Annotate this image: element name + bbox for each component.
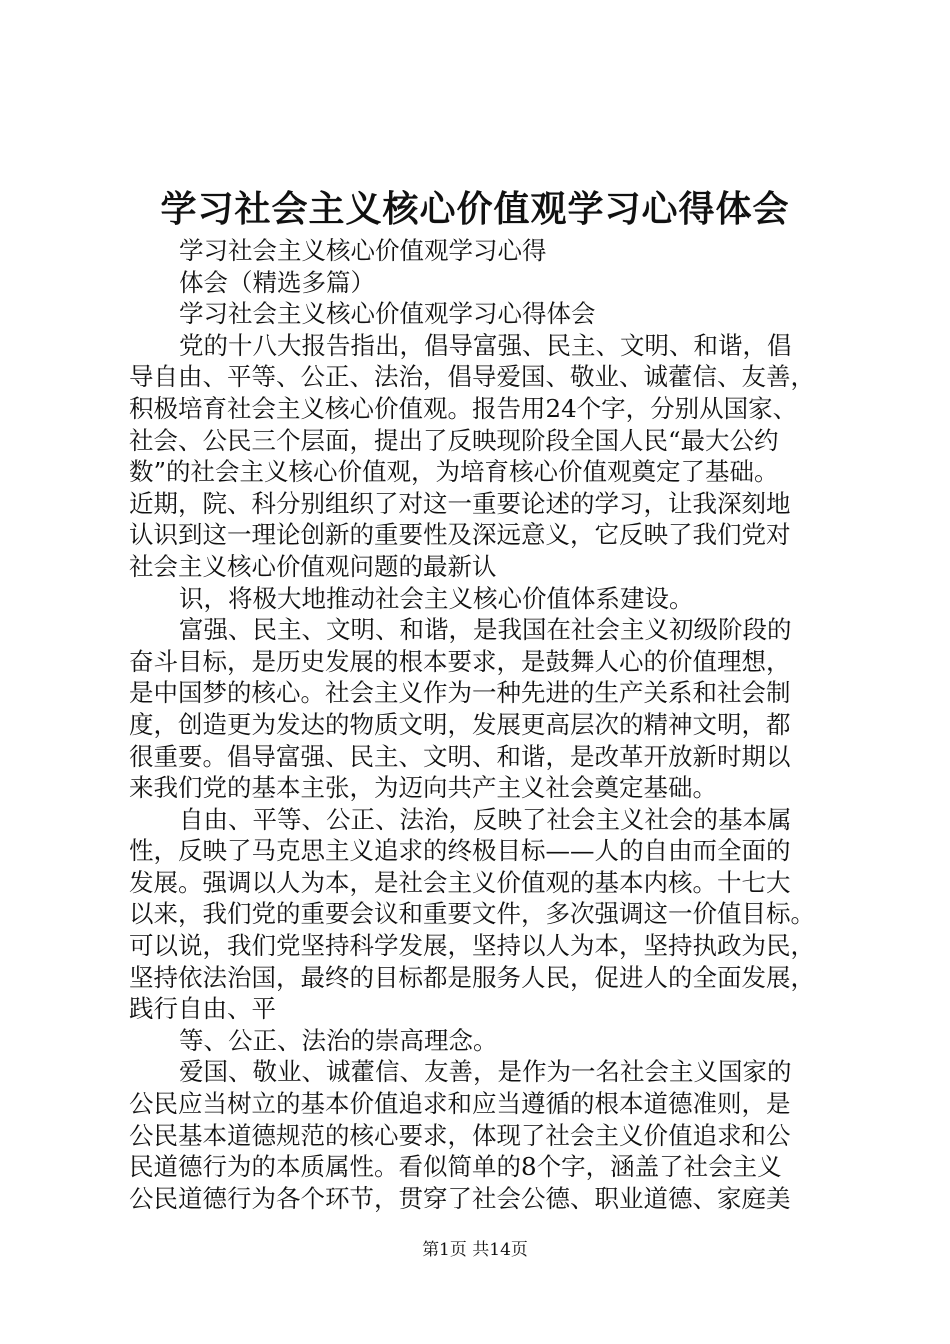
- text-line: 发展。强调以人为本，是社会主义价值观的基本内核。十七大: [129, 867, 791, 897]
- text-line: 坚持依法治国，最终的目标都是服务人民，促进人的全面发展，: [129, 962, 815, 992]
- text-line: 可以说，我们党坚持科学发展，坚持以人为本，坚持执政为民，: [129, 931, 815, 961]
- text-line: 公民道德行为各个环节，贯穿了社会公德、职业道德、家庭美: [129, 1183, 791, 1213]
- text-line: 践行自由、平: [129, 994, 276, 1024]
- text-line: 是中国梦的核心。社会主义作为一种先进的生产关系和社会制: [129, 678, 791, 708]
- text-line: 爱国、敬业、诚藿信、友善，是作为一名社会主义国家的: [179, 1057, 792, 1087]
- text-line: 以来，我们党的重要会议和重要文件，多次强调这一价值目标。: [129, 899, 815, 929]
- text-line: 性，反映了马克思主义追求的终极目标——人的自由而全面的: [129, 836, 791, 866]
- text-line: 公民应当树立的基本价值追求和应当遵循的根本道德准则，是: [129, 1089, 791, 1119]
- text-line: 奋斗目标，是历史发展的根本要求，是鼓舞人心的价值理想，: [129, 646, 791, 676]
- text-line: 富强、民主、文明、和谐，是我国在社会主义初级阶段的: [179, 615, 792, 645]
- text-line: 社会主义核心价值观问题的最新认: [129, 551, 497, 581]
- text-line: 学习社会主义核心价值观学习心得: [179, 236, 547, 265]
- document-title: 学习社会主义核心价值观学习心得体会: [160, 188, 790, 230]
- text-line: 导自由、平等、公正、法治，倡导爱国、敬业、诚藿信、友善，: [129, 362, 815, 392]
- text-line: 公民基本道德规范的核心要求，体现了社会主义价值追求和公: [129, 1120, 791, 1150]
- text-line: 民道德行为的本质属性。看似简单的8个字，涵盖了社会主义: [129, 1152, 782, 1182]
- text-line: 学习社会主义核心价值观学习心得体会: [179, 299, 596, 329]
- text-line: 认识到这一理论创新的重要性及深远意义，它反映了我们党对: [129, 520, 791, 550]
- text-line: 度，创造更为发达的物质文明，发展更高层次的精神文明，都: [129, 709, 791, 739]
- text-line: 体会（精选多篇）: [179, 267, 375, 297]
- text-line: 来我们党的基本主张，为迈向共产主义社会奠定基础。: [129, 773, 717, 803]
- text-line: 自由、平等、公正、法治，反映了社会主义社会的基本属: [179, 804, 792, 834]
- document-body: [129, 235, 831, 1214]
- text-line: 社会、公民三个层面，提出了反映现阶段全国人民“最大公约: [129, 425, 779, 455]
- page-footer: 第1页 共14页: [422, 1240, 528, 1260]
- text-line: 党的十八大报告指出，倡导富强、民主、文明、和谐，倡: [179, 330, 792, 360]
- text-line: 识，将极大地推动社会主义核心价值体系建设。: [179, 583, 694, 613]
- text-line: 积极培育社会主义核心价值观。报告用24个字，分别从国家、: [129, 393, 798, 423]
- text-line: 等、公正、法治的崇高理念。: [179, 1025, 498, 1055]
- text-line: 很重要。倡导富强、民主、文明、和谐，是改革开放新时期以: [129, 741, 791, 771]
- text-line: 数”的社会主义核心价值观，为培育核心价值观奠定了基础。: [129, 457, 779, 487]
- text-line: 近期，院、科分别组织了对这一重要论述的学习，让我深刻地: [129, 488, 791, 518]
